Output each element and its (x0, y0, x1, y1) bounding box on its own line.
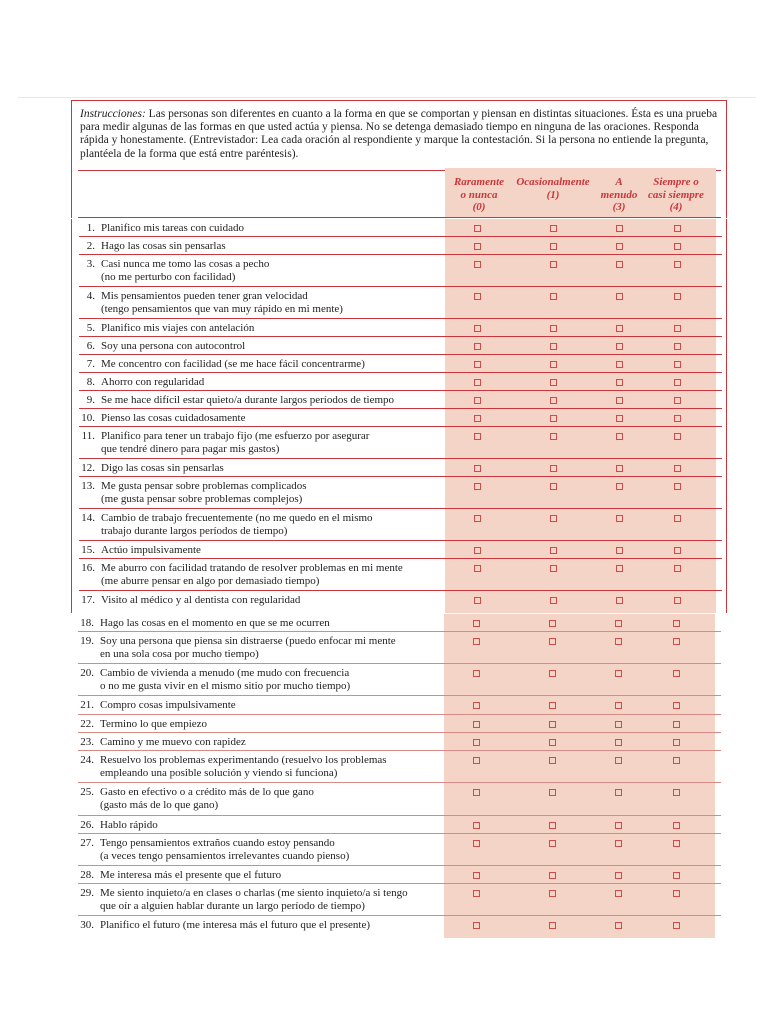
item-number: 23. (80, 736, 94, 748)
answer-checkbox-2[interactable] (616, 597, 623, 604)
answer-checkbox-0[interactable] (474, 465, 481, 472)
answer-checkbox-3[interactable] (674, 325, 681, 332)
item-row (72, 319, 728, 337)
item-text: Visito al médico y al dentista con regularidad (101, 594, 301, 606)
header-bottom-rule (78, 217, 721, 218)
item-row (72, 591, 728, 613)
item-number: 5. (86, 322, 95, 334)
item-number: 12. (81, 462, 95, 474)
item-row (72, 373, 728, 391)
answer-checkbox-2[interactable] (616, 261, 623, 268)
answer-checkbox-3[interactable] (674, 465, 681, 472)
answer-checkbox-2[interactable] (615, 670, 622, 677)
item-row (72, 337, 728, 355)
item-text: Me siento inquieto/a en clases o charlas (me siento inquieto/a si tengo que oír a alguien hablar durante un largo período de tiempo) (100, 887, 408, 912)
answer-checkbox-3[interactable] (674, 597, 681, 604)
item-row (72, 409, 728, 427)
answer-checkbox-2[interactable] (616, 415, 623, 422)
item-row (72, 459, 728, 477)
item-number: 13. (81, 480, 95, 492)
answer-checkbox-0[interactable] (474, 361, 481, 368)
answer-checkbox-2[interactable] (616, 483, 623, 490)
instructions-label: Instrucciones: (80, 108, 146, 120)
item-number: 7. (86, 358, 95, 370)
item-row (71, 632, 727, 664)
item-number: 21. (80, 699, 94, 711)
item-number: 25. (80, 786, 94, 798)
items-table-part-1 (71, 219, 727, 613)
answer-checkbox-0[interactable] (473, 757, 480, 764)
answer-checkbox-1[interactable] (550, 565, 557, 572)
item-text: Planifico para tener un trabajo fijo (me esfuerzo por asegurar que tendré dinero para pagar mis gastos) (101, 430, 370, 455)
answer-checkbox-1[interactable] (550, 415, 557, 422)
answer-checkbox-1[interactable] (550, 597, 557, 604)
answer-checkbox-1[interactable] (549, 620, 556, 627)
item-text: Hago las cosas en el momento en que se me ocurren (100, 617, 330, 629)
instructions-text: Las personas son diferentes en cuanto a la forma en que se comportan y piensan en distintas situaciones. Ésta es una prueba para medir algunas de las formas en que usted actúa y piensa. No se detenga demasiado tiempo en ninguna de las oraciones. Responda rápida y honestamente. (Entrevistador: Lea cada oración al respondiente y marque la contestación. Si la persona no entiende la pregunta, plantéela de la forma que está entre paréntesis). (80, 108, 718, 160)
item-row (71, 715, 727, 733)
answer-checkbox-2[interactable] (616, 325, 623, 332)
answer-checkbox-1[interactable] (550, 293, 557, 300)
item-text: Casi nunca me tomo las cosas a pecho (no me perturbo con facilidad) (101, 258, 270, 283)
item-row (72, 559, 728, 591)
item-row (72, 427, 728, 459)
item-number: 19. (80, 635, 94, 647)
item-row (72, 477, 728, 509)
answer-checkbox-2[interactable] (615, 872, 622, 879)
answer-checkbox-0[interactable] (473, 670, 480, 677)
item-number: 28. (80, 869, 94, 881)
item-text: Planifico el futuro (me interesa más el futuro que el presente) (100, 919, 371, 931)
answer-checkbox-0[interactable] (473, 890, 480, 897)
answer-checkbox-2[interactable] (616, 293, 623, 300)
answer-checkbox-1[interactable] (550, 325, 557, 332)
answer-checkbox-1[interactable] (549, 670, 556, 677)
column-header-row (71, 168, 727, 218)
item-number: 6. (86, 340, 95, 352)
answer-checkbox-3[interactable] (674, 243, 681, 250)
answer-checkbox-1[interactable] (549, 890, 556, 897)
answer-checkbox-3[interactable] (674, 433, 681, 440)
item-row (71, 783, 727, 816)
item-text: Gasto en efectivo o a crédito más de lo que gano (gasto más de lo que gano) (100, 786, 314, 811)
answer-checkbox-0[interactable] (473, 789, 480, 796)
item-text: Compro cosas impulsivamente (100, 699, 236, 711)
answer-checkbox-2[interactable] (615, 789, 622, 796)
answer-checkbox-3[interactable] (674, 415, 681, 422)
item-row (72, 391, 728, 409)
item-number: 15. (81, 544, 95, 556)
item-number: 14. (81, 512, 95, 524)
answer-checkbox-2[interactable] (616, 361, 623, 368)
answer-checkbox-0[interactable] (473, 739, 480, 746)
item-row (72, 355, 728, 373)
answer-checkbox-1[interactable] (550, 343, 557, 350)
item-row (71, 834, 727, 866)
item-row (71, 696, 727, 715)
item-number: 20. (80, 667, 94, 679)
answer-checkbox-3[interactable] (674, 361, 681, 368)
answer-checkbox-2[interactable] (616, 515, 623, 522)
item-text: Me interesa más el presente que el futuro (100, 869, 282, 881)
item-row (72, 237, 728, 255)
answer-checkbox-3[interactable] (673, 638, 680, 645)
item-row (71, 916, 727, 938)
item-text: Camino y me muevo con rapidez (100, 736, 246, 748)
answer-checkbox-3[interactable] (674, 261, 681, 268)
item-row (71, 614, 727, 632)
item-row (71, 884, 727, 916)
item-number: 17. (81, 594, 95, 606)
item-row (71, 733, 727, 751)
item-number: 2. (86, 240, 95, 252)
item-text: Pienso las cosas cuidadosamente (101, 412, 246, 424)
item-number: 11. (81, 430, 95, 442)
answer-checkbox-3[interactable] (673, 620, 680, 627)
answer-checkbox-1[interactable] (550, 515, 557, 522)
item-text: Actúo impulsivamente (101, 544, 201, 556)
answer-checkbox-3[interactable] (674, 379, 681, 386)
item-number: 9. (86, 394, 95, 406)
answer-checkbox-2[interactable] (615, 822, 622, 829)
item-text: Mis pensamientos pueden tener gran velocidad (tengo pensamientos que van muy rápido en mi mente) (101, 290, 343, 315)
answer-checkbox-0[interactable] (474, 343, 481, 350)
answer-checkbox-2[interactable] (615, 840, 622, 847)
answer-checkbox-3[interactable] (674, 483, 681, 490)
answer-checkbox-2[interactable] (616, 243, 623, 250)
item-number: 4. (86, 290, 95, 302)
item-text: Soy una persona que piensa sin distraerse (puedo enfocar mi mente en una sola cosa por mucho tiempo) (100, 635, 396, 660)
item-text: Termino lo que empiezo (100, 718, 208, 730)
answer-checkbox-3[interactable] (673, 922, 680, 929)
answer-checkbox-1[interactable] (549, 922, 556, 929)
answer-checkbox-3[interactable] (673, 822, 680, 829)
answer-checkbox-3[interactable] (674, 547, 681, 554)
answer-checkbox-2[interactable] (615, 922, 622, 929)
page-top-rule (18, 97, 756, 98)
answer-checkbox-0[interactable] (474, 547, 481, 554)
answer-checkbox-2[interactable] (616, 465, 623, 472)
answer-checkbox-2[interactable] (616, 565, 623, 572)
item-text: Cambio de vivienda a menudo (me mudo con frecuencia o no me gusta vivir en el mismo sitio por mucho tiempo) (100, 667, 351, 692)
answer-checkbox-2[interactable] (616, 397, 623, 404)
answer-checkbox-0[interactable] (473, 922, 480, 929)
item-number: 30. (80, 919, 94, 931)
answer-checkbox-3[interactable] (673, 670, 680, 677)
item-row (71, 664, 727, 696)
item-number: 1. (86, 222, 95, 234)
item-row (72, 219, 728, 237)
answer-checkbox-1[interactable] (550, 397, 557, 404)
answer-checkbox-2[interactable] (616, 225, 623, 232)
instructions-box (71, 100, 727, 168)
item-row (71, 816, 727, 834)
item-row (71, 751, 727, 783)
answer-checkbox-1[interactable] (550, 361, 557, 368)
items-table-part-2 (71, 614, 727, 938)
answer-checkbox-0[interactable] (474, 293, 481, 300)
column-header-3: A menudo (3) (600, 176, 638, 213)
answer-checkbox-0[interactable] (474, 325, 481, 332)
answer-checkbox-0[interactable] (474, 379, 481, 386)
answer-checkbox-0[interactable] (473, 840, 480, 847)
answer-checkbox-0[interactable] (473, 872, 480, 879)
answer-checkbox-1[interactable] (550, 483, 557, 490)
item-text: Me gusta pensar sobre problemas complicados (me gusta pensar sobre problemas complejos) (101, 480, 307, 505)
answer-checkbox-2[interactable] (616, 433, 623, 440)
answer-checkbox-3[interactable] (673, 721, 680, 728)
answer-checkbox-0[interactable] (474, 565, 481, 572)
answer-checkbox-0[interactable] (474, 433, 481, 440)
answer-checkbox-2[interactable] (616, 343, 623, 350)
answer-checkbox-3[interactable] (674, 343, 681, 350)
answer-checkbox-0[interactable] (474, 261, 481, 268)
item-row (72, 509, 728, 541)
item-text: Planifico mis viajes con antelación (101, 322, 255, 334)
answer-checkbox-0[interactable] (473, 721, 480, 728)
item-number: 27. (80, 837, 94, 849)
answer-checkbox-1[interactable] (550, 433, 557, 440)
answer-checkbox-1[interactable] (549, 702, 556, 709)
answer-checkbox-0[interactable] (473, 638, 480, 645)
answer-checkbox-1[interactable] (550, 243, 557, 250)
answer-checkbox-1[interactable] (550, 225, 557, 232)
answer-checkbox-1[interactable] (550, 465, 557, 472)
answer-checkbox-0[interactable] (474, 515, 481, 522)
column-header-4: Siempre o casi siempre (4) (648, 176, 704, 213)
answer-checkbox-3[interactable] (673, 872, 680, 879)
answer-checkbox-0[interactable] (474, 597, 481, 604)
item-text: Hablo rápido (100, 819, 158, 831)
item-number: 24. (80, 754, 94, 766)
item-number: 22. (80, 718, 94, 730)
answer-checkbox-3[interactable] (673, 739, 680, 746)
answer-checkbox-3[interactable] (674, 293, 681, 300)
answer-checkbox-2[interactable] (616, 547, 623, 554)
answer-checkbox-0[interactable] (473, 702, 480, 709)
item-number: 3. (86, 258, 95, 270)
answer-checkbox-1[interactable] (549, 739, 556, 746)
item-text: Se me hace difícil estar quieto/a durante largos períodos de tiempo (101, 394, 395, 406)
answer-checkbox-0[interactable] (474, 483, 481, 490)
answer-checkbox-3[interactable] (674, 565, 681, 572)
answer-checkbox-2[interactable] (615, 702, 622, 709)
answer-checkbox-1[interactable] (549, 822, 556, 829)
answer-checkbox-1[interactable] (549, 872, 556, 879)
answer-checkbox-0[interactable] (474, 415, 481, 422)
item-text: Me aburro con facilidad tratando de resolver problemas en mi mente (me aburre pensar en algo por demasiado tiempo) (101, 562, 403, 587)
answer-checkbox-2[interactable] (615, 620, 622, 627)
answer-checkbox-0[interactable] (473, 620, 480, 627)
answer-checkbox-0[interactable] (473, 822, 480, 829)
answer-checkbox-1[interactable] (549, 840, 556, 847)
answer-checkbox-1[interactable] (550, 261, 557, 268)
item-number: 29. (80, 887, 94, 899)
answer-checkbox-3[interactable] (673, 890, 680, 897)
answer-checkbox-0[interactable] (474, 243, 481, 250)
item-text: Planifico mis tareas con cuidado (101, 222, 244, 234)
item-row (71, 866, 727, 884)
item-text: Me concentro con facilidad (se me hace fácil concentrarme) (101, 358, 365, 370)
item-text: Soy una persona con autocontrol (101, 340, 246, 352)
answer-checkbox-3[interactable] (673, 840, 680, 847)
item-number: 8. (86, 376, 95, 388)
answer-checkbox-1[interactable] (549, 638, 556, 645)
item-number: 10. (81, 412, 95, 424)
answer-checkbox-3[interactable] (673, 702, 680, 709)
item-text: Cambio de trabajo frecuentemente (no me quedo en el mismo trabajo durante largos períodos de tiempo) (101, 512, 373, 537)
answer-checkbox-0[interactable] (474, 397, 481, 404)
column-header-0: Raramente o nunca (0) (453, 176, 505, 213)
item-text: Resuelvo los problemas experimentando (resuelvo los problemas empleando una posible solución y viendo si funciona) (100, 754, 387, 779)
answer-checkbox-1[interactable] (549, 757, 556, 764)
answer-checkbox-3[interactable] (674, 225, 681, 232)
answer-checkbox-2[interactable] (615, 721, 622, 728)
answer-checkbox-2[interactable] (615, 757, 622, 764)
answer-checkbox-2[interactable] (615, 638, 622, 645)
answer-checkbox-3[interactable] (674, 397, 681, 404)
answer-checkbox-1[interactable] (550, 379, 557, 386)
answer-checkbox-1[interactable] (549, 789, 556, 796)
answer-checkbox-1[interactable] (550, 547, 557, 554)
answer-checkbox-2[interactable] (615, 739, 622, 746)
item-text: Hago las cosas sin pensarlas (101, 240, 226, 252)
answer-checkbox-3[interactable] (674, 515, 681, 522)
item-text: Tengo pensamientos extraños cuando estoy pensando (a veces tengo pensamientos irrelevantes cuando pienso) (100, 837, 350, 862)
item-row (72, 287, 728, 319)
answer-checkbox-1[interactable] (549, 721, 556, 728)
item-row (72, 255, 728, 287)
answer-checkbox-3[interactable] (673, 757, 680, 764)
item-text: Digo las cosas sin pensarlas (101, 462, 224, 474)
answer-checkbox-2[interactable] (616, 379, 623, 386)
column-header-1: Ocasionalmente (1) (516, 176, 590, 201)
item-number: 26. (80, 819, 94, 831)
item-text: Ahorro con regularidad (101, 376, 205, 388)
item-row (72, 541, 728, 559)
answer-checkbox-0[interactable] (474, 225, 481, 232)
item-number: 18. (80, 617, 94, 629)
item-number: 16. (81, 562, 95, 574)
answer-checkbox-3[interactable] (673, 789, 680, 796)
answer-checkbox-2[interactable] (615, 890, 622, 897)
